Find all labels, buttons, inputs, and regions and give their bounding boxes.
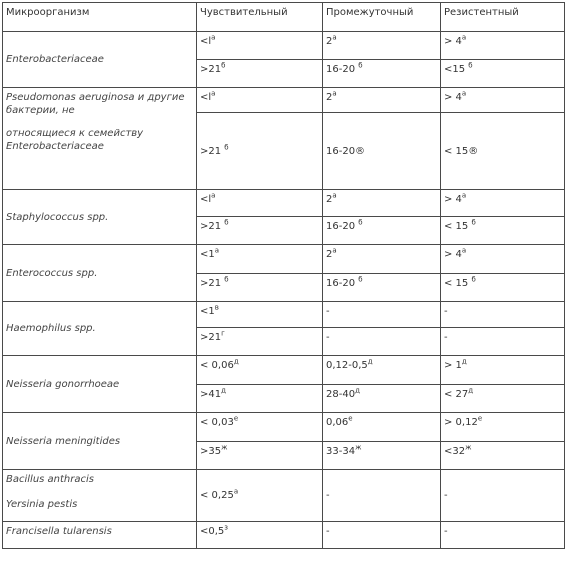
value-text: - — [444, 526, 448, 537]
value-text: >21 — [200, 64, 222, 75]
value-cell-sensitive — [197, 245, 323, 274]
value-cell-sensitive — [197, 274, 323, 302]
value-cell-sensitive — [197, 328, 323, 356]
organism-name: Haemophilus spp. — [6, 323, 96, 334]
value-cell-sensitive — [197, 413, 323, 442]
value-cell-resistant — [441, 60, 565, 88]
value-cell-intermediate — [323, 302, 441, 328]
value-text: > 1 — [444, 360, 462, 371]
header-intermediate: Промежуточный — [323, 3, 441, 32]
organism-cell — [3, 245, 197, 302]
footnote-marker: а — [332, 33, 337, 42]
value-cell-sensitive — [197, 442, 323, 470]
footnote-marker: б — [358, 218, 363, 227]
value-text: <l — [200, 194, 212, 205]
value-text: 0,06 — [326, 417, 349, 428]
footnote-marker: д — [355, 386, 360, 395]
table-row — [3, 190, 565, 217]
organism-cell — [3, 413, 197, 470]
footnote-marker: ж — [355, 443, 362, 452]
value-cell-sensitive — [197, 470, 323, 522]
value-text: >41 — [200, 389, 222, 400]
value-cell-intermediate — [323, 245, 441, 274]
value-text: 16-20 — [326, 221, 359, 232]
value-cell-sensitive — [197, 385, 323, 413]
footnote-marker: д — [461, 357, 467, 366]
value-text: < 15 — [444, 278, 472, 289]
value-text: >21 — [200, 278, 225, 289]
value-cell-resistant — [441, 385, 565, 413]
value-cell-sensitive — [197, 217, 323, 245]
footnote-marker: е — [233, 414, 239, 423]
value-text: < 15 — [444, 221, 472, 232]
value-text: <l — [200, 36, 212, 47]
footnote-marker: б — [224, 143, 229, 152]
value-text: 0,12-0,5 — [326, 360, 368, 371]
value-text: > 4 — [444, 249, 462, 260]
organism-cell — [3, 190, 197, 245]
footnote-marker: б — [358, 61, 363, 70]
footnote-marker: д — [233, 357, 239, 366]
value-cell-resistant — [441, 274, 565, 302]
value-text: < 0,06 — [200, 360, 234, 371]
footnote-marker: а — [332, 89, 337, 98]
value-text: < 15® — [444, 145, 479, 157]
value-text: <1 — [200, 306, 215, 317]
organism-name: Pseudomonas aeruginosa и другие бактерии, не — [6, 92, 185, 116]
value-text: - — [444, 332, 448, 343]
footnote-marker: б — [224, 275, 229, 284]
table-row — [3, 356, 565, 385]
value-cell-intermediate — [323, 190, 441, 217]
footnote-marker: а — [332, 191, 337, 200]
value-cell-resistant — [441, 88, 565, 113]
value-text: > 4 — [444, 36, 462, 47]
value-text: > 0,12 — [444, 417, 478, 428]
footnote-marker: а — [461, 191, 467, 200]
organism-name: относящиеся к семейству Enterobacteriaceae — [6, 128, 144, 152]
value-text: 2 — [326, 92, 333, 103]
value-cell-intermediate — [323, 113, 441, 190]
organism-cell — [3, 356, 197, 413]
value-text: 28-40 — [326, 389, 356, 400]
organism-name: Bacillus anthracis — [6, 474, 94, 485]
value-text: 16-20® — [326, 145, 366, 157]
value-text: <l — [200, 92, 212, 103]
value-text: <1 — [200, 249, 215, 260]
footnote-marker: а — [211, 191, 216, 200]
value-cell-sensitive — [197, 88, 323, 113]
value-text: >35 — [200, 446, 222, 457]
footnote-marker: в — [214, 303, 219, 312]
footnote-marker: а — [332, 246, 337, 255]
value-cell-intermediate — [323, 274, 441, 302]
value-text: - — [444, 306, 448, 317]
value-text: - — [444, 490, 448, 501]
value-cell-intermediate — [323, 88, 441, 113]
value-cell-sensitive — [197, 522, 323, 549]
value-cell-sensitive — [197, 190, 323, 217]
value-cell-resistant — [441, 470, 565, 522]
footnote-marker: а — [233, 487, 239, 496]
value-text: - — [326, 332, 330, 343]
footnote-marker: ж — [221, 443, 228, 452]
header-row — [3, 3, 565, 32]
organism-cell — [3, 88, 197, 190]
value-cell-resistant — [441, 328, 565, 356]
susceptibility-table-container — [2, 2, 564, 558]
value-cell-intermediate — [323, 356, 441, 385]
organism-name: Neisseria meningitides — [6, 435, 121, 447]
organism-name: Francisella tularensis — [6, 526, 112, 537]
table-row — [3, 245, 565, 274]
value-text: >21 — [200, 332, 222, 343]
value-text: - — [326, 490, 330, 501]
value-cell-resistant — [441, 302, 565, 328]
footnote-marker: б — [471, 218, 476, 227]
footnote-marker: б — [471, 275, 476, 284]
value-text: - — [326, 526, 330, 537]
value-cell-sensitive — [197, 356, 323, 385]
susceptibility-table — [2, 2, 565, 549]
value-cell-sensitive — [197, 302, 323, 328]
table-row — [3, 413, 565, 442]
organism-cell — [3, 32, 197, 88]
organism-cell — [3, 522, 197, 549]
table-row — [3, 522, 565, 549]
table-row — [3, 32, 565, 60]
value-text: <15 — [444, 64, 469, 75]
organism-name: Neisseria gonorrhoeae — [6, 378, 120, 390]
table-row — [3, 88, 565, 113]
value-cell-resistant — [441, 356, 565, 385]
value-text: 2 — [326, 36, 333, 47]
value-text: 2 — [326, 194, 333, 205]
organism-name: Yersinia pestis — [6, 499, 78, 510]
value-cell-intermediate — [323, 60, 441, 88]
organism-cell — [3, 470, 197, 522]
value-cell-resistant — [441, 217, 565, 245]
table-body — [3, 32, 565, 549]
footnote-marker: е — [477, 414, 483, 423]
value-cell-intermediate — [323, 470, 441, 522]
value-text: > 4 — [444, 92, 462, 103]
header-resistant: Резистентный — [441, 3, 565, 32]
value-text: 16-20 — [326, 278, 359, 289]
footnote-marker: б — [468, 61, 473, 70]
organism-name: Enterococcus spp. — [6, 267, 98, 279]
footnote-marker: а — [214, 246, 220, 255]
value-text: <0,5 — [200, 526, 225, 537]
footnote-marker: а — [461, 33, 467, 42]
value-cell-intermediate — [323, 413, 441, 442]
footnote-marker: а — [461, 89, 467, 98]
value-cell-resistant — [441, 113, 565, 190]
header-sensitive: Чувствительный — [197, 3, 323, 32]
value-text: < 0,03 — [200, 417, 234, 428]
value-cell-resistant — [441, 442, 565, 470]
value-cell-resistant — [441, 522, 565, 549]
organism-name: Enterobacteriaceae — [6, 54, 104, 65]
footnote-marker: з — [224, 523, 229, 532]
value-text: >21 — [200, 145, 225, 157]
footnote-marker: б — [224, 218, 229, 227]
organism-cell — [3, 302, 197, 356]
value-cell-intermediate — [323, 385, 441, 413]
value-cell-resistant — [441, 245, 565, 274]
footnote-marker: д — [221, 386, 226, 395]
value-cell-intermediate — [323, 328, 441, 356]
value-cell-resistant — [441, 413, 565, 442]
footnote-marker: е — [348, 414, 353, 423]
footnote-marker: а — [211, 89, 216, 98]
organism-name: Staphylococcus spp. — [6, 211, 109, 223]
value-cell-intermediate — [323, 442, 441, 470]
footnote-marker: а — [461, 246, 467, 255]
value-text: 16-20 — [326, 64, 359, 75]
value-text: <32 — [444, 446, 466, 457]
value-text: < 27 — [444, 389, 469, 400]
value-text: < 0,25 — [200, 490, 234, 501]
value-cell-intermediate — [323, 217, 441, 245]
value-cell-intermediate — [323, 522, 441, 549]
footnote-marker: д — [367, 357, 373, 366]
footnote-marker: ж — [465, 443, 472, 452]
value-text: 2 — [326, 249, 333, 260]
value-text: - — [326, 306, 330, 317]
value-text: > 4 — [444, 194, 462, 205]
value-cell-resistant — [441, 32, 565, 60]
value-cell-intermediate — [323, 32, 441, 60]
footnote-marker: а — [211, 33, 216, 42]
value-text: >21 — [200, 221, 225, 232]
value-cell-resistant — [441, 190, 565, 217]
footnote-marker: б — [221, 61, 226, 70]
footnote-marker: д — [468, 386, 474, 395]
table-row — [3, 302, 565, 328]
footnote-marker: б — [358, 275, 363, 284]
footnote-marker: г — [221, 329, 225, 338]
header-microorganism: Микроорганизм — [3, 3, 197, 32]
value-cell-sensitive — [197, 60, 323, 88]
table-row — [3, 470, 565, 522]
value-cell-sensitive — [197, 32, 323, 60]
value-text: 33-34 — [326, 446, 356, 457]
value-cell-sensitive — [197, 113, 323, 190]
